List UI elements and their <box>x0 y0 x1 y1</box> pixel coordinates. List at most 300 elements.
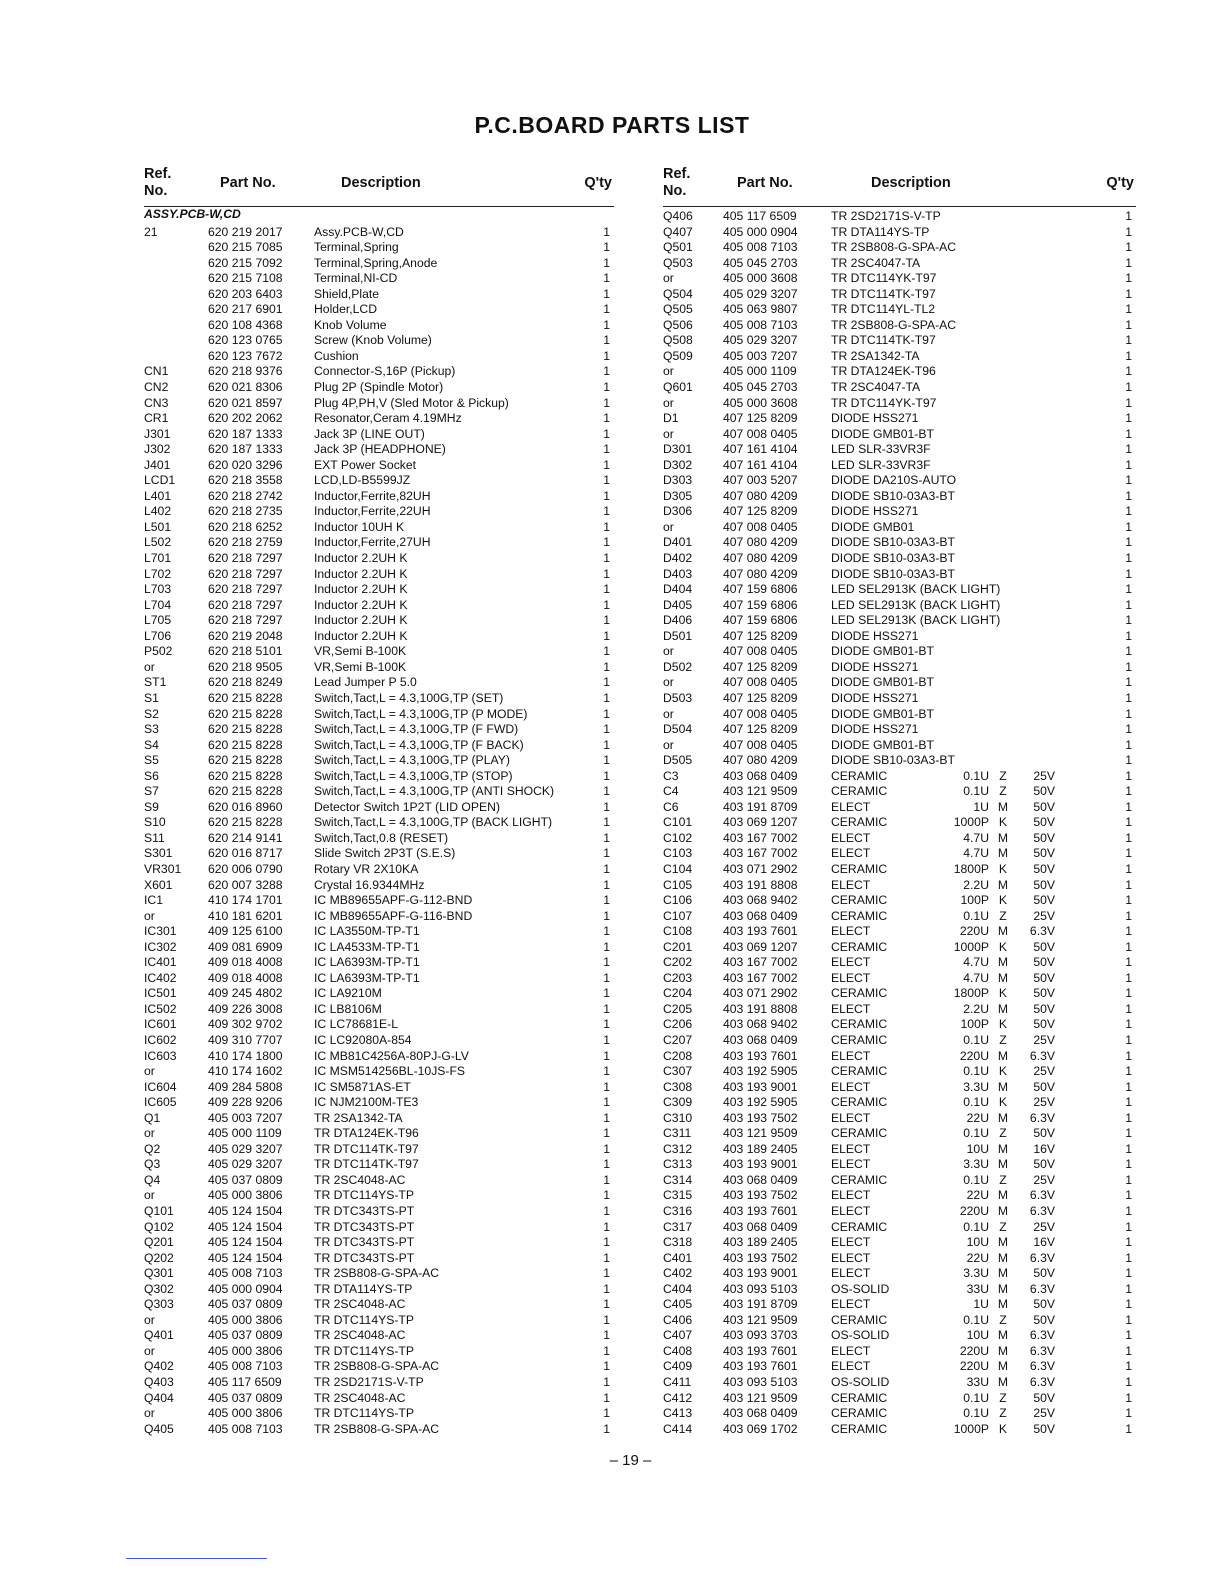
qty-cell: 1 <box>603 955 610 970</box>
part-no-cell: 620 021 8597 <box>208 395 283 410</box>
voltage-cell: 25V <box>1033 1064 1055 1079</box>
description-cell: TR DTC114TK-T97 <box>314 1141 419 1156</box>
description-cell: TR DTC343TS-PT <box>314 1204 415 1218</box>
description-cell: Plug 2P (Spindle Motor) <box>314 380 444 395</box>
table-row <box>663 1142 1136 1158</box>
capacitance-cell: 4.7U <box>963 846 989 861</box>
ref-cell: C6 <box>663 799 679 814</box>
description-cell: TR 2SA1342-TA <box>314 1110 403 1125</box>
table-row <box>663 1173 1136 1189</box>
description-cell: OS-SOLID <box>831 1281 890 1296</box>
qty-cell: 1 <box>603 1188 610 1203</box>
part-no-cell: 407 125 8209 <box>723 628 798 643</box>
ref-cell: CN3 <box>144 395 169 410</box>
table-row <box>663 1251 1136 1267</box>
tolerance-cell: Z <box>999 1126 1007 1141</box>
qty-cell: 1 <box>603 970 610 985</box>
description-cell: IC MB89655APF-G-116-BND <box>314 908 473 923</box>
description-cell: ELECT <box>831 1001 871 1016</box>
part-no-cell: 620 218 9505 <box>208 659 283 674</box>
tolerance-cell: M <box>997 970 1009 985</box>
ref-cell: L401 <box>144 488 172 503</box>
qty-cell: 1 <box>603 426 610 441</box>
part-no-cell: 620 215 8228 <box>208 753 283 768</box>
ref-cell: C208 <box>663 1048 693 1063</box>
table-row <box>663 333 1136 349</box>
description-cell: Inductor 2.2UH K <box>314 597 408 612</box>
qty-cell: 1 <box>603 395 610 410</box>
part-no-cell: 405 037 0809 <box>208 1297 283 1312</box>
ref-cell: L705 <box>144 613 172 628</box>
part-no-cell: 620 021 8306 <box>208 380 283 395</box>
voltage-cell: 50V <box>1033 877 1055 892</box>
qty-cell: 1 <box>603 597 610 612</box>
part-no-cell: 620 218 2759 <box>208 535 283 550</box>
table-row <box>663 940 1136 956</box>
ref-cell: Q2 <box>144 1141 161 1156</box>
ref-cell: or <box>144 1126 155 1141</box>
table-row <box>144 815 614 831</box>
part-no-cell: 407 125 8209 <box>723 722 798 737</box>
capacitance-cell: 2.2U <box>963 877 989 892</box>
capacitance-cell: 1800P <box>953 861 989 876</box>
footer-rule <box>126 1558 267 1559</box>
voltage-cell: 16V <box>1033 1141 1055 1156</box>
ref-cell: Q403 <box>144 1375 174 1390</box>
description-cell: CERAMIC <box>831 1126 888 1141</box>
part-no-cell: 403 167 7002 <box>723 830 798 845</box>
ref-cell: or <box>144 1188 155 1203</box>
capacitance-cell: 220U <box>959 1204 989 1218</box>
qty-cell: 1 <box>1125 488 1132 503</box>
tolerance-cell: K <box>998 986 1008 1001</box>
part-no-cell: 620 215 7092 <box>208 255 283 270</box>
table-row <box>144 256 614 272</box>
part-no-cell: 403 121 9509 <box>723 1126 798 1141</box>
part-no-cell: 620 218 7297 <box>208 582 283 597</box>
voltage-cell: 25V <box>1033 1172 1055 1187</box>
part-no-cell: 407 159 6806 <box>723 597 798 612</box>
voltage-cell: 6.3V <box>1029 1281 1055 1296</box>
voltage-cell: 25V <box>1033 1095 1055 1110</box>
part-no-cell: 405 029 3207 <box>723 286 798 301</box>
description-cell: IC MB89655APF-G-112-BND <box>314 893 473 908</box>
ref-cell: S2 <box>144 706 159 721</box>
part-no-cell: 403 193 9001 <box>723 1266 798 1281</box>
description-cell: ELECT <box>831 830 871 845</box>
tolerance-cell: M <box>997 1188 1009 1203</box>
voltage-cell: 6.3V <box>1029 1250 1055 1265</box>
table-row <box>144 380 614 396</box>
qty-cell: 1 <box>1125 1266 1132 1281</box>
part-no-cell: 405 000 3806 <box>208 1343 283 1358</box>
description-cell: CERAMIC <box>831 784 888 799</box>
description-cell: Inductor 2.2UH K <box>314 566 408 581</box>
table-row <box>144 567 614 583</box>
description-cell: ELECT <box>831 1359 871 1374</box>
tolerance-cell: M <box>997 1328 1009 1343</box>
table-row <box>663 1064 1136 1080</box>
header-ref <box>663 166 690 200</box>
header-part-no: Part No. <box>737 175 793 191</box>
ref-cell: or <box>144 1343 155 1358</box>
table-row <box>663 1049 1136 1065</box>
table-row <box>663 567 1136 583</box>
part-no-cell: 620 215 8228 <box>208 690 283 705</box>
part-no-cell: 409 284 5808 <box>208 1079 283 1094</box>
tolerance-cell: Z <box>999 908 1007 923</box>
description-cell: CERAMIC <box>831 1064 888 1079</box>
part-no-cell: 403 093 3703 <box>723 1328 798 1343</box>
description-cell: ELECT <box>831 1157 871 1172</box>
table-row <box>144 1406 614 1422</box>
ref-cell: D404 <box>663 582 693 597</box>
qty-cell: 1 <box>1125 893 1132 908</box>
table-row <box>663 1235 1136 1251</box>
qty-cell: 1 <box>603 644 610 659</box>
ref-cell: Q601 <box>663 380 693 395</box>
voltage-cell: 25V <box>1033 1406 1055 1421</box>
table-row <box>144 1297 614 1313</box>
qty-cell: 1 <box>1125 209 1132 223</box>
ref-cell: Q407 <box>663 224 693 239</box>
description-cell: ELECT <box>831 877 871 892</box>
table-row <box>144 675 614 691</box>
parts-table-right <box>663 164 1136 1437</box>
part-no-cell: 405 000 3608 <box>723 271 798 286</box>
ref-cell: D301 <box>663 442 693 457</box>
ref-cell: IC1 <box>144 893 163 908</box>
description-cell: DIODE HSS271 <box>831 659 919 674</box>
tolerance-cell: M <box>997 1250 1009 1265</box>
tolerance-cell: M <box>997 1157 1009 1172</box>
table-row <box>663 1080 1136 1096</box>
capacitance-cell: 22U <box>966 1110 989 1125</box>
table-row <box>663 349 1136 365</box>
description-cell: TR 2SC4048-AC <box>314 1297 406 1312</box>
qty-cell: 1 <box>1125 1359 1132 1374</box>
qty-cell: 1 <box>1125 271 1132 286</box>
tolerance-cell: K <box>998 893 1008 908</box>
qty-cell: 1 <box>1125 1343 1132 1358</box>
qty-cell: 1 <box>603 815 610 830</box>
part-no-cell: 620 218 3558 <box>208 473 283 488</box>
description-cell: ELECT <box>831 1266 871 1281</box>
tolerance-cell: M <box>997 1079 1009 1094</box>
table-row <box>144 442 614 458</box>
ref-cell: IC302 <box>144 939 177 954</box>
ref-cell: L704 <box>144 597 172 612</box>
ref-cell: D306 <box>663 504 693 519</box>
table-row <box>144 473 614 489</box>
qty-cell: 1 <box>1125 924 1132 939</box>
part-no-cell: 403 191 8808 <box>723 877 798 892</box>
table-row <box>663 924 1136 940</box>
qty-cell: 1 <box>1125 939 1132 954</box>
table-row <box>663 1017 1136 1033</box>
part-no-cell: 620 217 6901 <box>208 302 283 317</box>
qty-cell: 1 <box>1125 1312 1132 1327</box>
description-cell: TR DTA124EK-T96 <box>314 1126 419 1141</box>
part-no-cell: 620 218 6252 <box>208 519 283 534</box>
ref-cell: Q509 <box>663 348 693 363</box>
qty-cell: 1 <box>603 380 610 395</box>
ref-cell: C108 <box>663 924 693 939</box>
description-cell: Switch,Tact,L = 4.3,100G,TP (SET) <box>314 690 504 705</box>
ref-cell: S11 <box>144 830 165 845</box>
voltage-cell: 50V <box>1033 986 1055 1001</box>
description-cell: DIODE GMB01-BT <box>831 675 934 690</box>
description-cell: Jack 3P (HEADPHONE) <box>314 442 446 457</box>
voltage-cell: 16V <box>1033 1235 1055 1250</box>
voltage-cell: 50V <box>1033 893 1055 908</box>
part-no-cell: 405 000 0904 <box>723 224 798 239</box>
ref-cell: D302 <box>663 457 693 472</box>
table-row <box>144 862 614 878</box>
page-number: – 19 – <box>609 1452 652 1469</box>
ref-cell: D504 <box>663 722 693 737</box>
qty-cell: 1 <box>603 1079 610 1094</box>
table-row <box>663 707 1136 723</box>
part-no-cell: 407 080 4209 <box>723 551 798 566</box>
part-no-cell: 405 124 1504 <box>208 1250 283 1265</box>
table-row <box>663 1282 1136 1298</box>
tolerance-cell: M <box>997 1204 1009 1218</box>
ref-cell: Q4 <box>144 1172 161 1187</box>
table-row <box>144 644 614 660</box>
description-cell: IC MB81C4256A-80PJ-G-LV <box>314 1048 469 1063</box>
table-row <box>144 1282 614 1298</box>
part-no-cell: 620 020 3296 <box>208 457 283 472</box>
table-row <box>663 473 1136 489</box>
ref-cell: S3 <box>144 722 159 737</box>
part-no-cell: 403 068 0409 <box>723 1172 798 1187</box>
description-cell: Switch,Tact,0.8 (RESET) <box>314 830 449 845</box>
part-no-cell: 409 081 6909 <box>208 939 283 954</box>
description-cell: IC LA4533M-TP-T1 <box>314 939 420 954</box>
part-no-cell: 403 093 5103 <box>723 1375 798 1390</box>
ref-cell: C409 <box>663 1359 693 1374</box>
tolerance-cell: K <box>998 1095 1008 1110</box>
table-row <box>663 535 1136 551</box>
table-row <box>663 1422 1136 1438</box>
header-ref <box>144 166 171 200</box>
part-no-cell: 620 218 8249 <box>208 675 283 690</box>
table-row <box>663 1359 1136 1375</box>
description-cell: Switch,Tact,L = 4.3,100G,TP (STOP) <box>314 768 513 783</box>
part-no-cell: 620 016 8960 <box>208 799 283 814</box>
part-no-cell: 405 045 2703 <box>723 380 798 395</box>
table-row <box>663 380 1136 396</box>
header-ref-line2: No. <box>144 183 168 199</box>
qty-cell: 1 <box>1125 504 1132 519</box>
ref-cell: C204 <box>663 986 693 1001</box>
qty-cell: 1 <box>603 706 610 721</box>
table-row <box>144 349 614 365</box>
table-row <box>144 955 614 971</box>
description-cell: LED SLR-33VR3F <box>831 442 931 457</box>
qty-cell: 1 <box>603 224 610 239</box>
qty-cell: 1 <box>1125 1064 1132 1079</box>
ref-cell: C405 <box>663 1297 693 1312</box>
description-cell: DIODE SB10-03A3-BT <box>831 488 955 503</box>
ref-cell: Q505 <box>663 302 693 317</box>
capacitance-cell: 2.2U <box>963 1001 989 1016</box>
tolerance-cell: M <box>997 1048 1009 1063</box>
part-no-cell: 409 302 9702 <box>208 1017 283 1032</box>
qty-cell: 1 <box>1125 224 1132 239</box>
ref-cell: CN2 <box>144 380 169 395</box>
tolerance-cell: Z <box>999 1390 1007 1405</box>
ref-cell: S5 <box>144 753 159 768</box>
qty-cell: 1 <box>603 1281 610 1296</box>
qty-cell: 1 <box>603 737 610 752</box>
qty-cell: 1 <box>1125 846 1132 861</box>
part-no-cell: 409 125 6100 <box>208 924 283 939</box>
description-cell: ELECT <box>831 1110 871 1125</box>
description-cell: CERAMIC <box>831 939 888 954</box>
table-row <box>144 1220 614 1236</box>
part-no-cell: 407 125 8209 <box>723 411 798 426</box>
qty-cell: 1 <box>1125 908 1132 923</box>
table-row <box>663 660 1136 676</box>
description-cell: TR DTA114YS-TP <box>831 224 930 239</box>
tolerance-cell: M <box>997 1297 1009 1312</box>
ref-cell: C312 <box>663 1141 693 1156</box>
table-row <box>663 1157 1136 1173</box>
part-no-cell: 405 008 7103 <box>723 317 798 332</box>
qty-cell: 1 <box>603 1017 610 1032</box>
part-no-cell: 403 167 7002 <box>723 955 798 970</box>
ref-cell: J401 <box>144 457 171 472</box>
qty-cell: 1 <box>603 659 610 674</box>
ref-cell: Q101 <box>144 1204 174 1218</box>
table-row <box>144 753 614 769</box>
ref-cell: LCD1 <box>144 473 176 488</box>
ref-cell: C401 <box>663 1250 693 1265</box>
voltage-cell: 50V <box>1033 1421 1055 1436</box>
qty-cell: 1 <box>1125 426 1132 441</box>
description-cell: IC LA9210M <box>314 986 382 1001</box>
voltage-cell: 6.3V <box>1029 1328 1055 1343</box>
ref-cell: or <box>663 519 674 534</box>
description-cell: IC LA6393M-TP-T1 <box>314 970 420 985</box>
table-row <box>144 1080 614 1096</box>
table-row <box>144 1002 614 1018</box>
part-no-cell: 403 193 7601 <box>723 1048 798 1063</box>
part-no-cell: 403 191 8709 <box>723 799 798 814</box>
tolerance-cell: M <box>997 1001 1009 1016</box>
description-cell: ELECT <box>831 1079 871 1094</box>
table-row <box>144 878 614 894</box>
tolerance-cell: Z <box>999 768 1007 783</box>
tolerance-cell: M <box>997 846 1009 861</box>
table-row <box>663 846 1136 862</box>
description-cell: Inductor,Ferrite,82UH <box>314 488 431 503</box>
capacitance-cell: 22U <box>966 1188 989 1203</box>
part-no-cell: 403 069 1207 <box>723 939 798 954</box>
table-row <box>663 364 1136 380</box>
description-cell: CERAMIC <box>831 1219 888 1234</box>
ref-cell: C318 <box>663 1235 693 1250</box>
table-row <box>144 1017 614 1033</box>
ref-cell: or <box>663 706 674 721</box>
ref-cell: C201 <box>663 939 693 954</box>
part-no-cell: 620 187 1333 <box>208 442 283 457</box>
ref-cell: IC402 <box>144 970 177 985</box>
tolerance-cell: Z <box>999 1406 1007 1421</box>
tolerance-cell: Z <box>999 784 1007 799</box>
ref-cell: L402 <box>144 504 172 519</box>
qty-cell: 1 <box>1125 597 1132 612</box>
tolerance-cell: M <box>997 1281 1009 1296</box>
ref-cell: C402 <box>663 1266 693 1281</box>
description-cell: LED SEL2913K (BACK LIGHT) <box>831 597 1001 612</box>
voltage-cell: 50V <box>1033 1001 1055 1016</box>
part-no-cell: 407 161 4104 <box>723 442 798 457</box>
ref-cell: IC603 <box>144 1048 177 1063</box>
ref-cell: C412 <box>663 1390 693 1405</box>
table-row <box>663 396 1136 412</box>
table-body <box>663 209 1136 1437</box>
ref-cell: C104 <box>663 861 693 876</box>
qty-cell: 1 <box>603 1359 610 1374</box>
voltage-cell: 50V <box>1033 1266 1055 1281</box>
voltage-cell: 25V <box>1033 1219 1055 1234</box>
description-cell: DIODE HSS271 <box>831 722 919 737</box>
table-row <box>144 364 614 380</box>
capacitance-cell: 3.3U <box>963 1157 989 1172</box>
qty-cell: 1 <box>603 1312 610 1327</box>
qty-cell: 1 <box>603 877 610 892</box>
part-no-cell: 620 016 8717 <box>208 846 283 861</box>
part-no-cell: 405 037 0809 <box>208 1390 283 1405</box>
table-row <box>663 753 1136 769</box>
table-row <box>144 613 614 629</box>
tolerance-cell: K <box>998 1064 1008 1079</box>
description-cell: LED SEL2913K (BACK LIGHT) <box>831 582 1001 597</box>
ref-cell: S7 <box>144 784 159 799</box>
description-cell: Shield,Plate <box>314 286 380 301</box>
ref-cell: L701 <box>144 551 172 566</box>
part-no-cell: 405 124 1504 <box>208 1219 283 1234</box>
voltage-cell: 50V <box>1033 939 1055 954</box>
part-no-cell: 405 000 3608 <box>723 395 798 410</box>
header-part-no: Part No. <box>220 175 276 191</box>
part-no-cell: 407 008 0405 <box>723 675 798 690</box>
qty-cell: 1 <box>1125 970 1132 985</box>
qty-cell: 1 <box>603 753 610 768</box>
qty-cell: 1 <box>1125 1110 1132 1125</box>
qty-cell: 1 <box>603 1095 610 1110</box>
description-cell: TR DTC114YS-TP <box>314 1312 414 1327</box>
part-no-cell: 403 193 9001 <box>723 1079 798 1094</box>
description-cell: CERAMIC <box>831 768 888 783</box>
table-row <box>144 1391 614 1407</box>
part-no-cell: 403 193 7502 <box>723 1188 798 1203</box>
table-row <box>663 1313 1136 1329</box>
description-cell: DIODE GMB01-BT <box>831 426 934 441</box>
description-cell: Connector-S,16P (Pickup) <box>314 364 456 379</box>
description-cell: IC LC92080A-854 <box>314 1032 412 1047</box>
description-cell: TR 2SC4047-TA <box>831 380 921 395</box>
description-cell: Assy.PCB-W,CD <box>314 224 404 239</box>
ref-cell: C314 <box>663 1172 693 1187</box>
qty-cell: 1 <box>603 1421 610 1436</box>
description-cell: CERAMIC <box>831 1017 888 1032</box>
ref-cell: VR301 <box>144 861 182 876</box>
qty-cell: 1 <box>603 1126 610 1141</box>
